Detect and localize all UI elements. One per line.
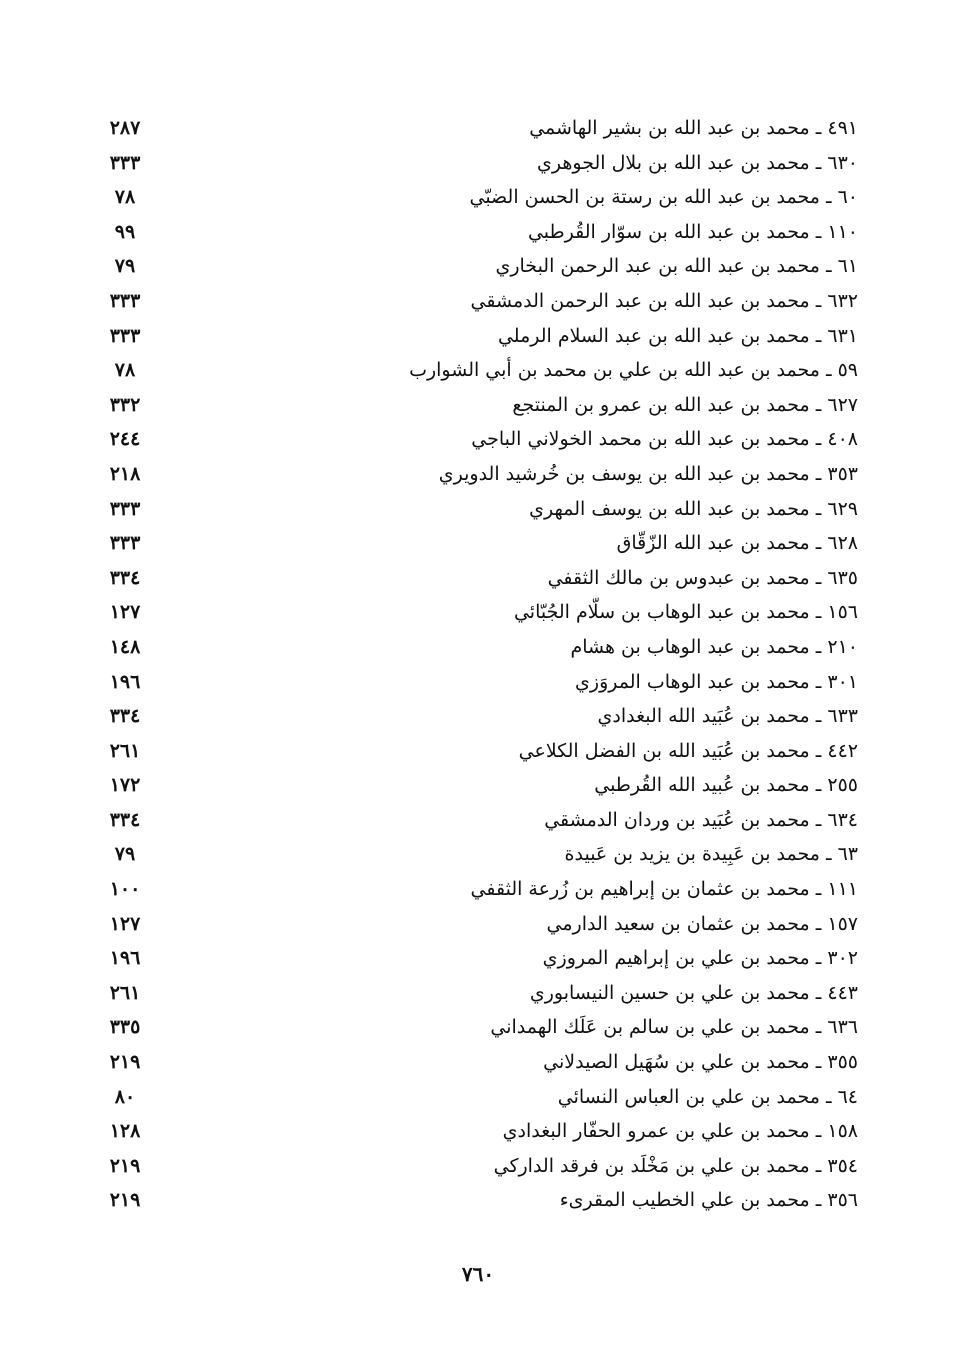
index-entry [90,1183,858,1218]
entry-page-number: ٢١٩ [109,1154,141,1177]
entry-name: ٦٢٩ ـ محمد بن عبد الله بن يوسف المهري [529,497,858,520]
index-entry [90,353,858,388]
index-entry [90,284,858,319]
entry-name: ٤٠٨ ـ محمد بن عبد الله بن محمد الخولاني الباجي [471,428,858,451]
entry-page-number: ٣٣٥ [109,1016,141,1039]
index-entry [90,976,858,1011]
entry-name: ٣٠٢ ـ محمد بن علي بن إبراهيم المروزي [542,947,858,970]
entry-page-number: ١٧٢ [109,774,141,797]
index-entry [90,907,858,942]
index-entry [90,837,858,872]
entry-page-number: ٧٨ [114,186,136,209]
entry-name: ٦٣٠ ـ محمد بن عبد الله بن بلال الجوهري [537,151,858,174]
entry-name: ٦١ ـ محمد بن عبد الله بن عبد الرحمن البخاري [495,255,858,278]
entry-page-number: ٨٠ [114,1085,136,1108]
index-entry [90,630,858,665]
index-entry [90,699,858,734]
entry-page-number: ٣٣٣ [109,532,141,555]
entry-name: ٣٠١ ـ محمد بن عبد الوهاب المروَزي [575,670,858,693]
entry-name: ٤٤٣ ـ محمد بن علي بن حسين النيسابوري [529,981,858,1004]
index-entry [90,941,858,976]
entry-name: ٦٣٣ ـ محمد بن عُبَيد الله البغدادي [597,705,858,728]
entry-page-number: ٣٣٣ [109,289,141,312]
index-entry [90,180,858,215]
entry-name: ٦٢٧ ـ محمد بن عبد الله بن عمرو بن المنتجع [512,393,858,416]
entry-name: ٦٣٢ ـ محمد بن عبد الله بن عبد الرحمن الدمشقي [470,289,858,312]
entry-name: ٣٥٤ ـ محمد بن علي بن مَخْلَد بن فرقد الداركي [493,1154,858,1177]
entry-name: ١٥٦ ـ محمد بن عبد الوهاب بن سلّام الجُبّائي [513,601,858,624]
entry-page-number: ٢٨٧ [109,117,141,139]
index-entry [90,561,858,596]
index-entry [90,872,858,907]
index-entry [90,803,858,838]
entry-page-number: ٧٩ [114,255,136,278]
index-entries [90,111,858,1218]
entry-page-number: ٣٣٤ [109,808,141,831]
entry-page-number: ٢٤٤ [109,428,141,451]
entry-page-number: ١٢٨ [109,1120,141,1143]
entry-page-number: ١٠٠ [109,878,141,901]
entry-page-number: ١٤٨ [109,635,141,658]
entry-page-number: ٩٩ [114,220,136,243]
index-entry [90,146,858,181]
index-entry [90,249,858,284]
entry-page-number: ٢١٩ [109,1189,141,1212]
entry-page-number: ٧٨ [114,359,136,382]
entry-name: ١١٠ ـ محمد بن عبد الله بن سوّار القُرطبي [527,220,858,243]
entry-page-number: ١٢٧ [109,912,141,935]
index-entry [90,1080,858,1115]
entry-page-number: ٢٦١ [109,739,141,762]
entry-name: ٣٥٣ ـ محمد بن عبد الله بن يوسف بن خُرشيد الدويري [438,462,858,485]
entry-name: ٦٣ ـ محمد بن عَبِيدة بن يزيد بن عَبيدة [564,843,858,866]
index-entry [90,526,858,561]
index-entry [90,215,858,250]
entry-name: ٢١٠ ـ محمد بن عبد الوهاب بن هشام [570,635,858,658]
entry-page-number: ٣٣٢ [109,393,141,416]
entry-name: ٢٥٥ ـ محمد بن عُبيد الله القُرطبي [594,774,858,797]
entry-name: ٤٤٢ ـ محمد بن عُبَيد الله بن الفضل الكلاعي [518,739,858,762]
index-entry [90,1010,858,1045]
index-entry [90,319,858,354]
entry-name: ٦٤ ـ محمد بن علي بن العباس النسائي [557,1085,858,1108]
entry-name: ٤٩١ ـ محمد بن عبد الله بن بشير الهاشمي [529,117,858,139]
index-entry [90,457,858,492]
entry-page-number: ٣٣٣ [109,151,141,174]
entry-name: ٦٢٨ ـ محمد بن عبد الله الزّقّاق [616,532,858,555]
index-entry [90,734,858,769]
entry-name: ٣٥٦ ـ محمد بن علي الخطيب المقرىء [559,1189,858,1212]
index-entry [90,595,858,630]
index-entry [90,1114,858,1149]
entry-page-number: ٣٣٤ [109,566,141,589]
index-entry [90,1149,858,1184]
entry-page-number: ٣٣٣ [109,324,141,347]
index-entry [90,492,858,527]
index-entry [90,111,858,146]
entry-name: ٦٣٥ ـ محمد بن عبدوس بن مالك الثقفي [547,566,858,589]
index-entry [90,768,858,803]
index-entry [90,388,858,423]
entry-name: ١١١ ـ محمد بن عثمان بن إبراهيم بن زُرعة الثقفي [470,878,858,901]
entry-page-number: ٣٣٣ [109,497,141,520]
entry-page-number: ١٩٦ [109,947,141,970]
entry-name: ٦٠ ـ محمد بن عبد الله بن رستة بن الحسن الضبّي [469,186,858,209]
index-entry [90,422,858,457]
entry-page-number: ٢٦١ [109,981,141,1004]
entry-name: ١٥٨ ـ محمد بن علي بن عمرو الحفّار البغدادي [502,1120,858,1143]
entry-name: ٦٣٤ ـ محمد بن عُبَيد بن وردان الدمشقي [544,808,858,831]
entry-page-number: ٧٩ [114,843,136,866]
entry-page-number: ١٢٧ [109,601,141,624]
entry-page-number: ١٩٦ [109,670,141,693]
index-entry [90,665,858,700]
page-number: ٧٦٠ [461,1262,495,1286]
index-entry [90,1045,858,1080]
entry-page-number: ٣٣٤ [109,705,141,728]
entry-page-number: ٢١٩ [109,1051,141,1074]
entry-page-number: ٢١٨ [109,462,141,485]
entry-name: ١٥٧ ـ محمد بن عثمان بن سعيد الدارمي [546,912,858,935]
entry-name: ٥٩ ـ محمد بن عبد الله بن علي بن محمد بن أبي الشوارب [409,359,858,382]
entry-name: ٦٣١ ـ محمد بن عبد الله بن عبد السلام الرملي [497,324,858,347]
entry-name: ٣٥٥ ـ محمد بن علي بن سُهَيل الصيدلاني [543,1051,858,1074]
entry-name: ٦٣٦ ـ محمد بن علي بن سالم بن عَلَك الهمداني [490,1016,858,1039]
